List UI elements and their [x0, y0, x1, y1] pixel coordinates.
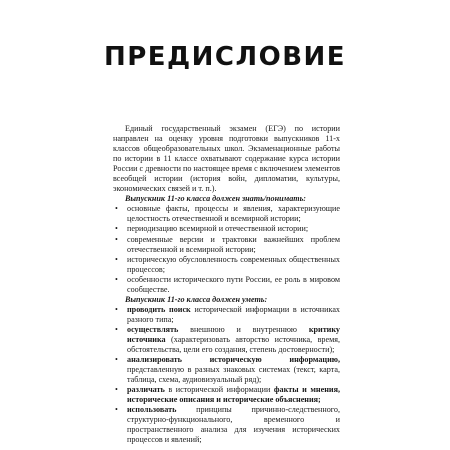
- list-item: • периодизацию всемирной и отечественной истории;: [115, 224, 309, 234]
- list-item: • анализировать историческую информацию, представленную в разных знаковых системах (текст, карта, таблица, схема, аудиовизуальный ряд);: [115, 355, 340, 385]
- know-heading: Выпускник 11-го класса должен знать/понимать:: [125, 194, 307, 204]
- bullet-icon: •: [115, 224, 118, 234]
- bullet-icon: •: [115, 234, 118, 244]
- list-item: • современные версии и трактовки важнейших проблем отечественной и всемирной истории;: [115, 234, 340, 254]
- list-item: • различать в исторической информации факты и мнения, исторические описания и исторические объяснения;: [115, 385, 340, 405]
- know-list: [113, 204, 340, 294]
- list-item: • особенности исторического пути России, ее роль в мировом сообществе.: [115, 274, 340, 294]
- bullet-icon: •: [115, 385, 118, 395]
- list-item: • историческую обусловленность современных общественных процессов;: [115, 254, 340, 274]
- can-heading: Выпускник 11-го класса должен уметь:: [125, 294, 268, 304]
- bullet-icon: •: [115, 274, 118, 284]
- list-item: • использовать принципы причинно-следственного, структурно-функционального, временного и пространственного анализа для изучения исторических процессов и явлений;: [115, 405, 340, 445]
- bullet-icon: •: [115, 254, 118, 264]
- list-item: • осуществлять внешнюю и внутреннюю критику источника (характеризовать авторство источника, время, обстоятельства, цели его создания, степень достоверности);: [115, 324, 340, 355]
- page-body: [113, 124, 340, 446]
- intro-paragraph: Единый государственный экзамен (ЕГЭ) по истории направлен на оценку уровня подготовки выпускников 11-х классов общеобразовательных школ. Экзаменационные работы по истории в 11 классе охватывают содержание курса истории России с древности по настоящее время с включением элементов всеобщей истории (история войн, дипломатии, культуры, экономических связей и т. п.).: [113, 124, 340, 194]
- bullet-icon: •: [115, 304, 118, 314]
- list-item: • проводить поиск исторической информации в источниках разного типа;: [115, 304, 340, 324]
- page-title: ПРЕДИСЛОВИЕ: [103, 42, 347, 72]
- bullet-icon: •: [115, 405, 118, 415]
- list-item: • основные факты, процессы и явления, характеризующие целостность отечественной и всемирной истории;: [115, 204, 340, 224]
- bullet-icon: •: [115, 324, 118, 334]
- bullet-icon: •: [115, 355, 118, 365]
- bullet-icon: •: [115, 204, 118, 214]
- can-list: [113, 305, 340, 446]
